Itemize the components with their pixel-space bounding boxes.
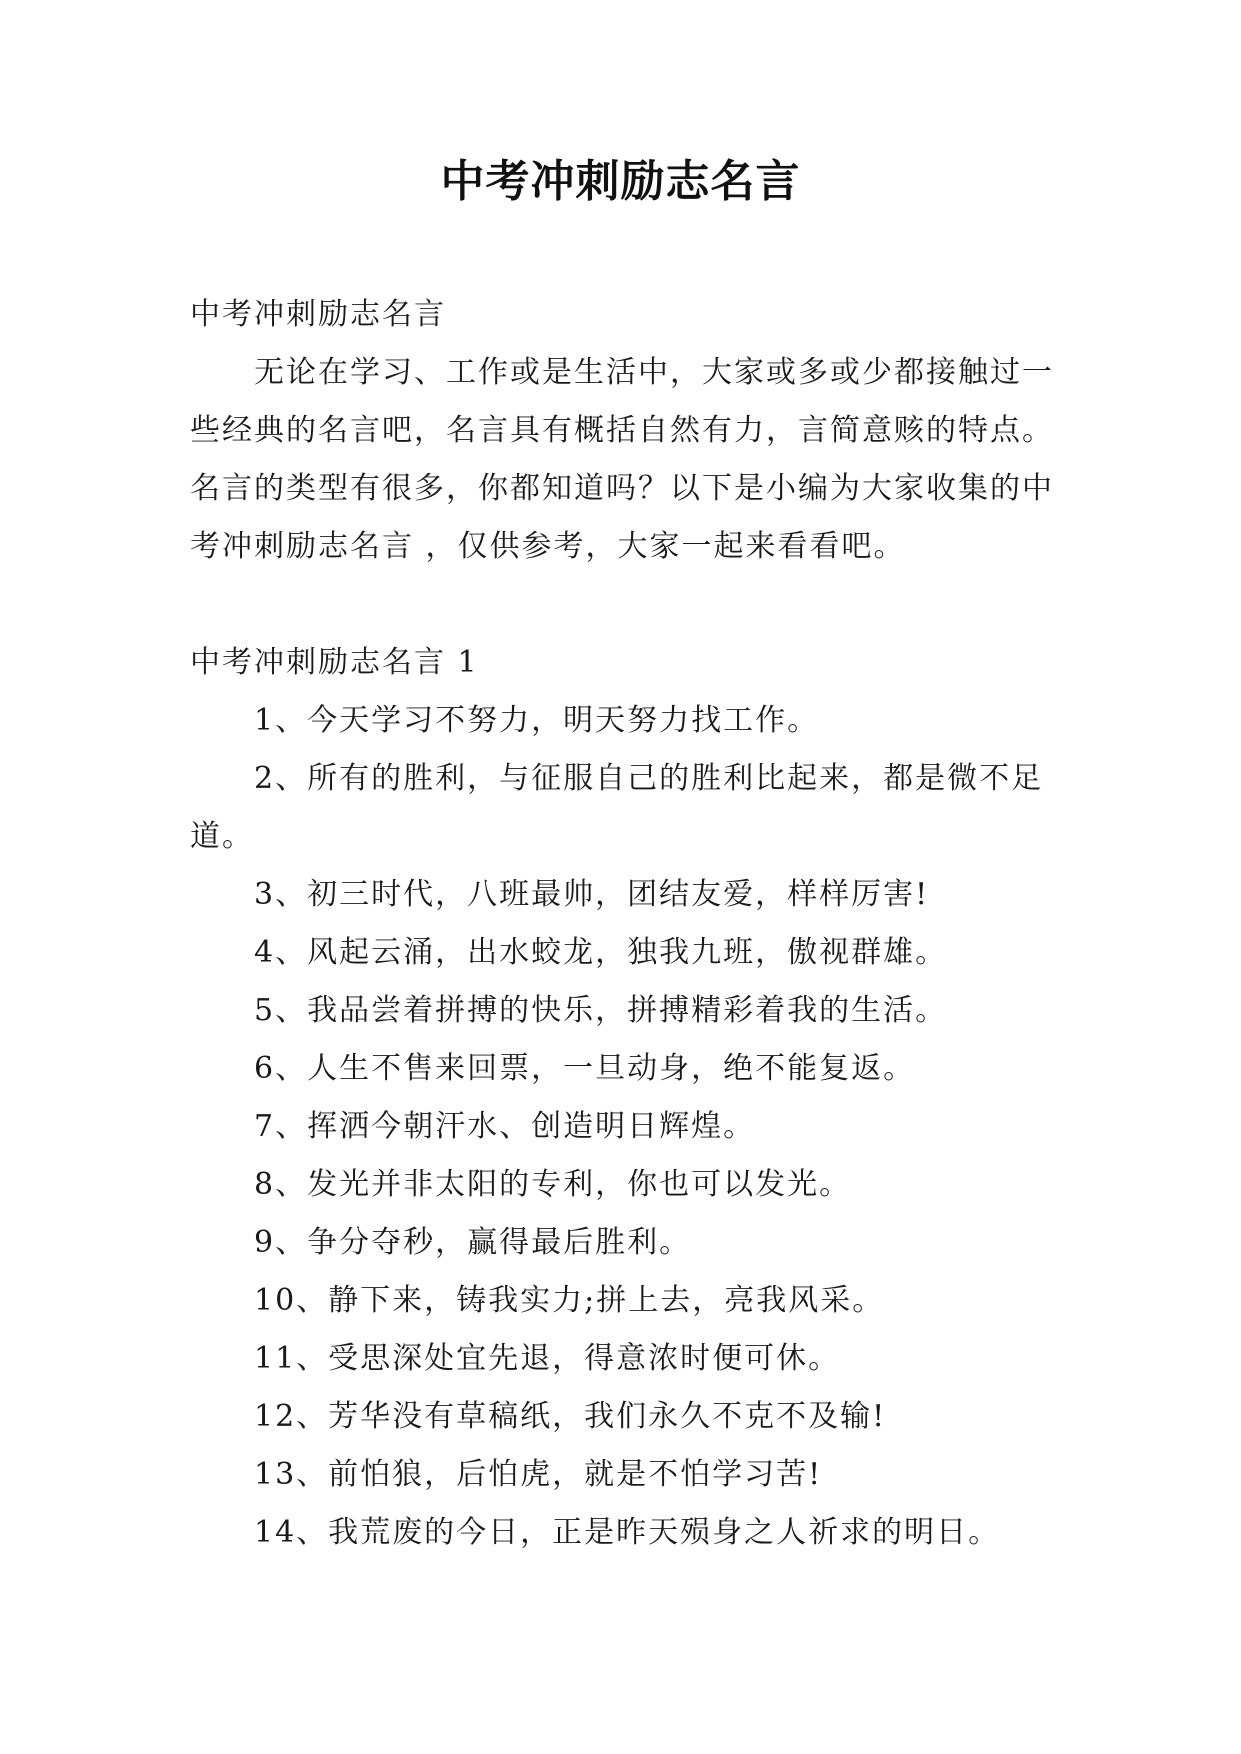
section-heading: 中考冲刺励志名言 1 (190, 645, 479, 680)
page-title: 中考冲刺励志名言 (440, 156, 801, 207)
quote-item: 7、挥洒今朝汗水、创造明日辉煌。 (254, 1109, 756, 1144)
quote-item: 2、所有的胜利，与征服自己的胜利比起来，都是微不足道。 (190, 761, 1044, 854)
quote-item: 8、发光并非太阳的专利，你也可以发光。 (254, 1167, 852, 1202)
subtitle: 中考冲刺励志名言 (190, 297, 446, 332)
intro-paragraph: 无论在学习、工作或是生活中，大家或多或少都接触过一些经典的名言吧，名言具有概括自然有力，言简意赅的特点。名言的类型有很多，你都知道吗？以下是小编为大家收集的中考冲刺励志名言 ，仅供参考，大家一起来看看吧。 (190, 355, 1054, 564)
quote-item: 14、我荒废的今日，正是昨天殒身之人祈求的明日。 (254, 1515, 1001, 1550)
quote-item: 10、静下来，铸我实力;拼上去，亮我风采。 (254, 1283, 885, 1318)
document-body (190, 286, 1060, 1562)
quote-item: 11、受思深处宜先退，得意浓时便可休。 (254, 1341, 841, 1376)
quote-item: 6、人生不售来回票，一旦动身，绝不能复返。 (254, 1051, 916, 1086)
quote-item: 5、我品尝着拼搏的快乐，拼搏精彩着我的生活。 (254, 993, 948, 1028)
quote-item: 9、争分夺秒，赢得最后胜利。 (254, 1225, 692, 1260)
quote-item: 13、前怕狼，后怕虎，就是不怕学习苦! (254, 1457, 823, 1492)
quote-item: 1、今天学习不努力，明天努力找工作。 (254, 703, 820, 738)
quote-item: 12、芳华没有草稿纸，我们永久不克不及输! (254, 1399, 887, 1434)
spacer (190, 576, 1060, 634)
quote-item: 4、风起云涌，出水蛟龙，独我九班，傲视群雄。 (254, 935, 948, 970)
quote-item: 3、初三时代，八班最帅，团结友爱，样样厉害! (254, 877, 930, 912)
